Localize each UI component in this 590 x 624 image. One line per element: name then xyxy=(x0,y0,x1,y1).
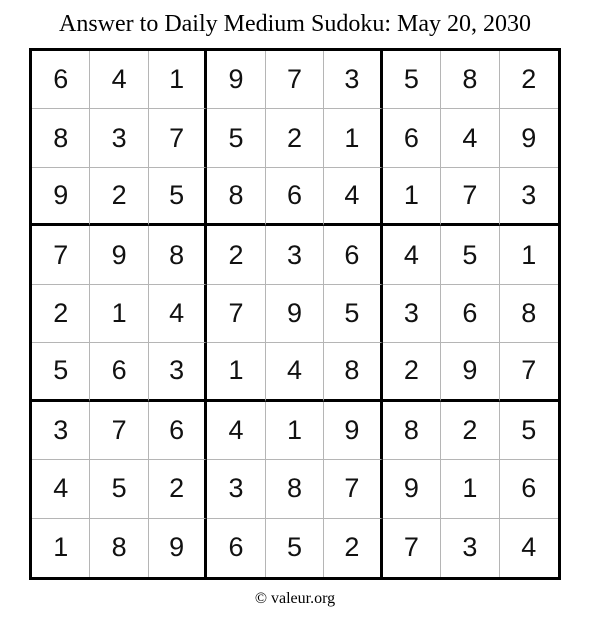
sudoku-cell: 9 xyxy=(324,402,382,460)
sudoku-cell: 1 xyxy=(500,226,558,284)
sudoku-cell: 6 xyxy=(207,519,265,577)
puzzle-title: Answer to Daily Medium Sudoku: May 20, 2030 xyxy=(59,11,531,37)
sudoku-cell: 5 xyxy=(32,343,90,401)
sudoku-cell: 4 xyxy=(149,285,207,343)
sudoku-cell: 1 xyxy=(32,519,90,577)
sudoku-cell: 1 xyxy=(383,168,441,226)
sudoku-cell: 4 xyxy=(90,51,148,109)
sudoku-cell: 6 xyxy=(149,402,207,460)
sudoku-cell: 4 xyxy=(207,402,265,460)
sudoku-cell: 8 xyxy=(32,109,90,167)
sudoku-cell: 7 xyxy=(207,285,265,343)
sudoku-cell: 7 xyxy=(324,460,382,518)
sudoku-cell: 6 xyxy=(90,343,148,401)
sudoku-cell: 1 xyxy=(90,285,148,343)
sudoku-cell: 3 xyxy=(266,226,324,284)
sudoku-cell: 5 xyxy=(441,226,499,284)
sudoku-cell: 6 xyxy=(383,109,441,167)
sudoku-cell: 9 xyxy=(383,460,441,518)
sudoku-cell: 8 xyxy=(207,168,265,226)
sudoku-cell: 8 xyxy=(441,51,499,109)
sudoku-cell: 3 xyxy=(90,109,148,167)
sudoku-cell: 3 xyxy=(383,285,441,343)
sudoku-cell: 8 xyxy=(383,402,441,460)
sudoku-cell: 8 xyxy=(149,226,207,284)
sudoku-cell: 7 xyxy=(266,51,324,109)
sudoku-cell: 9 xyxy=(149,519,207,577)
sudoku-cell: 5 xyxy=(324,285,382,343)
sudoku-cell: 3 xyxy=(441,519,499,577)
sudoku-cell: 1 xyxy=(207,343,265,401)
sudoku-cell: 3 xyxy=(32,402,90,460)
sudoku-cell: 7 xyxy=(500,343,558,401)
sudoku-cell: 2 xyxy=(383,343,441,401)
sudoku-cell: 3 xyxy=(500,168,558,226)
sudoku-cell: 8 xyxy=(324,343,382,401)
sudoku-cell: 5 xyxy=(266,519,324,577)
sudoku-board xyxy=(29,48,561,580)
sudoku-cell: 6 xyxy=(324,226,382,284)
sudoku-cell: 8 xyxy=(90,519,148,577)
sudoku-cell: 4 xyxy=(32,460,90,518)
sudoku-cell: 9 xyxy=(207,51,265,109)
sudoku-cell: 9 xyxy=(32,168,90,226)
sudoku-cell: 2 xyxy=(324,519,382,577)
sudoku-cell: 5 xyxy=(149,168,207,226)
sudoku-cell: 7 xyxy=(383,519,441,577)
sudoku-cell: 4 xyxy=(441,109,499,167)
sudoku-cell: 7 xyxy=(32,226,90,284)
sudoku-cell: 9 xyxy=(500,109,558,167)
copyright-footer: © valeur.org xyxy=(254,590,336,607)
sudoku-cell: 9 xyxy=(266,285,324,343)
sudoku-cell: 3 xyxy=(207,460,265,518)
sudoku-cell: 7 xyxy=(441,168,499,226)
sudoku-cell: 5 xyxy=(500,402,558,460)
sudoku-cell: 2 xyxy=(500,51,558,109)
sudoku-cell: 2 xyxy=(441,402,499,460)
sudoku-cell: 3 xyxy=(149,343,207,401)
sudoku-cell: 1 xyxy=(441,460,499,518)
sudoku-cell: 7 xyxy=(90,402,148,460)
sudoku-cell: 9 xyxy=(90,226,148,284)
sudoku-cell: 4 xyxy=(266,343,324,401)
sudoku-cell: 1 xyxy=(324,109,382,167)
sudoku-cell: 8 xyxy=(500,285,558,343)
sudoku-cell: 4 xyxy=(521,532,537,563)
sudoku-cell: 2 xyxy=(207,226,265,284)
sudoku-cell: 1 xyxy=(266,402,324,460)
sudoku-cell: 2 xyxy=(149,460,207,518)
sudoku-cell: 1 xyxy=(149,51,207,109)
sudoku-cell: 9 xyxy=(441,343,499,401)
sudoku-cell: 4 xyxy=(383,226,441,284)
sudoku-cell: 6 xyxy=(500,460,558,518)
sudoku-cell: 7 xyxy=(149,109,207,167)
sudoku-cell: 2 xyxy=(266,109,324,167)
sudoku-cell: 5 xyxy=(90,460,148,518)
sudoku-cell: 2 xyxy=(90,168,148,226)
sudoku-cell: 3 xyxy=(324,51,382,109)
sudoku-cell: 4 xyxy=(324,168,382,226)
sudoku-cell: 5 xyxy=(207,109,265,167)
sudoku-cell: 6 xyxy=(441,285,499,343)
sudoku-cell: 6 xyxy=(266,168,324,226)
sudoku-cell: 2 xyxy=(32,285,90,343)
sudoku-cell: 5 xyxy=(383,51,441,109)
sudoku-cell: 8 xyxy=(266,460,324,518)
sudoku-cell: 6 xyxy=(32,51,90,109)
